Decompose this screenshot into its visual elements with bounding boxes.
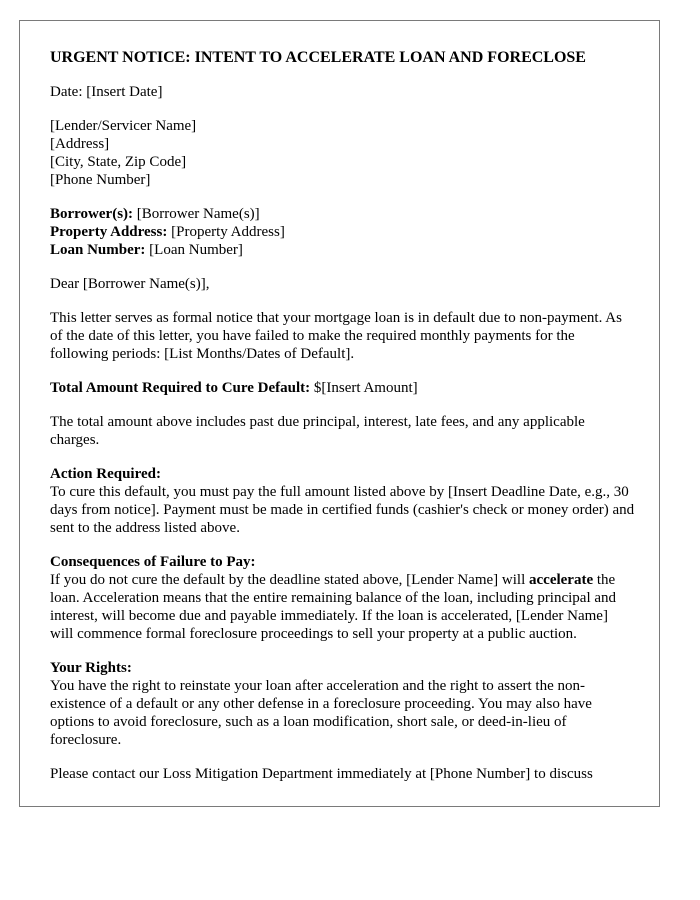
borrower-label: Borrower(s): (50, 206, 134, 222)
action-required-heading: Action Required: (50, 466, 161, 482)
lender-address-block (50, 117, 635, 189)
total-cure-line (50, 379, 635, 397)
lender-phone: [Phone Number] (50, 172, 151, 188)
action-required-body: To cure this default, you must pay the full amount listed above by [Insert Deadline Date, e.g., 30 days from notice]. Payment must be made in certified funds (cashier's check or money order) and sent to the address listed above. (50, 484, 635, 536)
lender-address: [Address] (50, 136, 110, 152)
loan-number-value: [Loan Number] (145, 242, 243, 258)
total-cure-value: $[Insert Amount] (310, 380, 418, 396)
loan-number-label: Loan Number: (50, 242, 146, 258)
total-explanation: The total amount above includes past due principal, interest, late fees, and any applicable charges. (50, 414, 585, 448)
your-rights-section (50, 659, 635, 749)
borrower-info-block (50, 205, 635, 259)
date-line: Date: [Insert Date] (50, 84, 163, 100)
property-line (50, 223, 635, 241)
your-rights-body: You have the right to reinstate your loan after acceleration and the right to assert the non-existence of a default or any other defense in a foreclosure proceeding. You may also have options to avoid foreclosure, such as a loan modification, short sale, or deed-in-lieu of foreclosure. (50, 678, 592, 748)
borrower-line (50, 205, 635, 223)
loan-number-line (50, 241, 635, 259)
action-required-section (50, 465, 635, 537)
borrower-value: [Borrower Name(s)] (133, 206, 260, 222)
consequences-section (50, 553, 635, 643)
closing-paragraph: Please contact our Loss Mitigation Department immediately at [Phone Number] to discuss (50, 766, 593, 782)
property-value: [Property Address] (167, 224, 285, 240)
consequences-body-start: If you do not cure the default by the deadline stated above, [Lender Name] will (50, 572, 529, 588)
letter-page (19, 20, 660, 807)
consequences-heading: Consequences of Failure to Pay: (50, 554, 256, 570)
accelerate-emphasis: accelerate (529, 572, 594, 588)
letter-content (50, 49, 635, 799)
letter-title: URGENT NOTICE: INTENT TO ACCELERATE LOAN AND FORECLOSE (50, 49, 586, 66)
salutation: Dear [Borrower Name(s)], (50, 276, 210, 292)
lender-city-state-zip: [City, State, Zip Code] (50, 154, 187, 170)
total-cure-label: Total Amount Required to Cure Default: (50, 380, 311, 396)
consequences-body-end: the loan. Acceleration means that the entire remaining balance of the loan, including principal and interest, will become due and payable immediately. If the loan is accelerated, [Lender Name] will commence formal foreclosure proceedings to sell your property at a public auction. (50, 572, 617, 642)
intro-paragraph: This letter serves as formal notice that your mortgage loan is in default due to non-payment. As of the date of this letter, you have failed to make the required monthly payments for the following periods: [List Months/Dates of Default]. (50, 310, 622, 362)
property-label: Property Address: (50, 224, 168, 240)
your-rights-heading: Your Rights: (50, 660, 132, 676)
lender-name: [Lender/Servicer Name] (50, 118, 197, 134)
